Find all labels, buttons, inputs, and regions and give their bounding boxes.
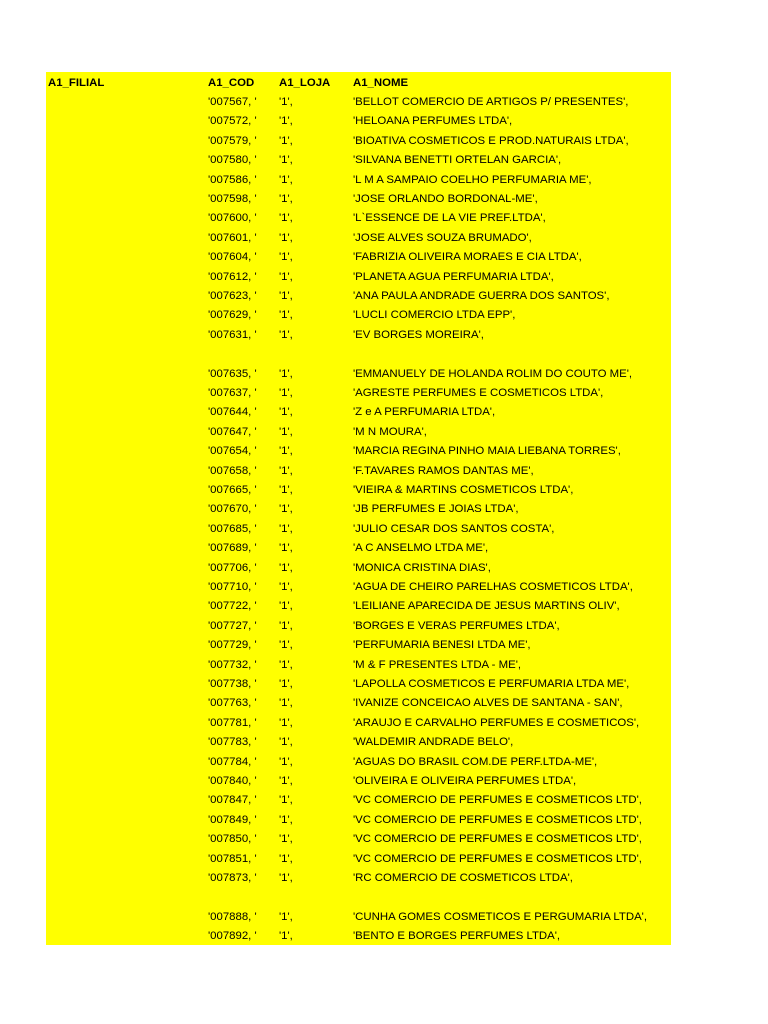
cell-a1-loja: '1', — [279, 794, 293, 807]
table-row — [46, 520, 671, 539]
cell-a1-cod: '007567, ' — [208, 95, 257, 108]
cell-a1-cod: '007604, ' — [208, 251, 257, 264]
cell-a1-loja: '1', — [279, 270, 293, 283]
cell-a1-nome: 'IVANIZE CONCEICAO ALVES DE SANTANA - SAN', — [353, 697, 623, 710]
cell-a1-loja: '1', — [279, 522, 293, 535]
cell-a1-nome: 'SILVANA BENETTI ORTELAN GARCIA', — [353, 154, 562, 167]
cell-a1-nome: 'AGRESTE PERFUMES E COSMETICOS LTDA', — [353, 386, 604, 399]
cell-a1-nome: 'JOSE ALVES SOUZA BRUMADO', — [353, 231, 532, 244]
cell-a1-cod: '007623, ' — [208, 289, 257, 302]
cell-a1-cod: '007600, ' — [208, 212, 257, 225]
header-a1-filial: A1_FILIAL — [48, 76, 105, 89]
cell-a1-nome: 'PERFUMARIA BENESI LTDA ME', — [353, 639, 531, 652]
table-row — [46, 617, 671, 636]
table-row — [46, 636, 671, 655]
header-a1-cod: A1_COD — [208, 76, 255, 89]
cell-a1-cod: '007689, ' — [208, 542, 257, 555]
cell-a1-loja: '1', — [279, 619, 293, 632]
cell-a1-nome: 'ARAUJO E CARVALHO PERFUMES E COSMETICOS', — [353, 716, 640, 729]
table-row — [46, 733, 671, 752]
cell-a1-loja: '1', — [279, 134, 293, 147]
table-row — [46, 791, 671, 810]
table-row — [46, 559, 671, 578]
table-row — [46, 229, 671, 248]
cell-a1-loja: '1', — [279, 464, 293, 477]
table-row — [46, 403, 671, 422]
cell-a1-loja: '1', — [279, 716, 293, 729]
cell-a1-loja: '1', — [279, 736, 293, 749]
cell-a1-loja: '1', — [279, 503, 293, 516]
cell-a1-nome: 'M N MOURA', — [353, 425, 427, 438]
cell-a1-cod: '007873, ' — [208, 871, 257, 884]
table-row — [46, 93, 671, 112]
cell-a1-loja: '1', — [279, 154, 293, 167]
table-row — [46, 171, 671, 190]
cell-a1-cod: '007727, ' — [208, 619, 257, 632]
cell-a1-loja: '1', — [279, 309, 293, 322]
cell-a1-nome: 'CUNHA GOMES COSMETICOS E PERGUMARIA LTDA', — [353, 910, 648, 923]
cell-a1-loja: '1', — [279, 95, 293, 108]
cell-a1-loja: '1', — [279, 192, 293, 205]
cell-a1-nome: 'RC COMERCIO DE COSMETICOS LTDA', — [353, 871, 573, 884]
cell-a1-cod: '007629, ' — [208, 309, 257, 322]
cell-a1-loja: '1', — [279, 445, 293, 458]
cell-a1-nome: 'VC COMERCIO DE PERFUMES E COSMETICOS LTD', — [353, 794, 642, 807]
cell-a1-nome: 'VC COMERCIO DE PERFUMES E COSMETICOS LTD', — [353, 852, 642, 865]
cell-a1-nome: 'AGUA DE CHEIRO PARELHAS COSMETICOS LTDA', — [353, 580, 633, 593]
table-row — [46, 578, 671, 597]
cell-a1-loja: '1', — [279, 561, 293, 574]
table-row — [46, 248, 671, 267]
cell-a1-loja: '1', — [279, 173, 293, 186]
cell-a1-loja: '1', — [279, 774, 293, 787]
cell-a1-cod: '007763, ' — [208, 697, 257, 710]
table-row — [46, 365, 671, 384]
cell-a1-loja: '1', — [279, 677, 293, 690]
cell-a1-nome: 'LUCLI COMERCIO LTDA EPP', — [353, 309, 516, 322]
cell-a1-loja: '1', — [279, 425, 293, 438]
table-row — [46, 132, 671, 151]
cell-a1-cod: '007849, ' — [208, 813, 257, 826]
cell-a1-cod: '007840, ' — [208, 774, 257, 787]
table-row — [46, 597, 671, 616]
table-row — [46, 908, 671, 927]
table-row — [46, 656, 671, 675]
cell-a1-nome: 'FABRIZIA OLIVEIRA MORAES E CIA LTDA', — [353, 251, 582, 264]
table-row — [46, 927, 671, 946]
table-row — [46, 772, 671, 791]
cell-a1-cod: '007647, ' — [208, 425, 257, 438]
table-row — [46, 869, 671, 888]
cell-a1-nome: 'VC COMERCIO DE PERFUMES E COSMETICOS LTD', — [353, 813, 642, 826]
cell-a1-nome: 'PLANETA AGUA PERFUMARIA LTDA', — [353, 270, 554, 283]
cell-a1-nome: 'ANA PAULA ANDRADE GUERRA DOS SANTOS', — [353, 289, 610, 302]
table-row — [46, 811, 671, 830]
cell-a1-cod: '007729, ' — [208, 639, 257, 652]
cell-a1-nome: 'AGUAS DO BRASIL COM.DE PERF.LTDA-ME', — [353, 755, 598, 768]
cell-a1-cod: '007851, ' — [208, 852, 257, 865]
cell-a1-loja: '1', — [279, 328, 293, 341]
cell-a1-loja: '1', — [279, 212, 293, 225]
cell-a1-cod: '007892, ' — [208, 930, 257, 943]
cell-a1-cod: '007685, ' — [208, 522, 257, 535]
cell-a1-cod: '007847, ' — [208, 794, 257, 807]
cell-a1-nome: 'LAPOLLA COSMETICOS E PERFUMARIA LTDA ME', — [353, 677, 630, 690]
cell-a1-cod: '007635, ' — [208, 367, 257, 380]
cell-a1-loja: '1', — [279, 115, 293, 128]
cell-a1-nome: 'JULIO CESAR DOS SANTOS COSTA', — [353, 522, 555, 535]
table-row — [46, 675, 671, 694]
cell-a1-loja: '1', — [279, 600, 293, 613]
cell-a1-nome: 'VIEIRA & MARTINS COSMETICOS LTDA', — [353, 483, 574, 496]
cell-a1-cod: '007580, ' — [208, 154, 257, 167]
cell-a1-loja: '1', — [279, 386, 293, 399]
cell-a1-nome: 'OLIVEIRA E OLIVEIRA PERFUMES LTDA', — [353, 774, 577, 787]
cell-a1-nome: 'BORGES E VERAS PERFUMES LTDA', — [353, 619, 560, 632]
cell-a1-nome: 'JOSE ORLANDO BORDONAL-ME', — [353, 192, 538, 205]
cell-a1-cod: '007706, ' — [208, 561, 257, 574]
table-row — [46, 500, 671, 519]
cell-a1-cod: '007598, ' — [208, 192, 257, 205]
table-row — [46, 287, 671, 306]
cell-a1-nome: 'WALDEMIR ANDRADE BELO', — [353, 736, 514, 749]
table-row — [46, 694, 671, 713]
cell-a1-cod: '007722, ' — [208, 600, 257, 613]
table-row — [46, 442, 671, 461]
table-row — [46, 190, 671, 209]
cell-a1-loja: '1', — [279, 755, 293, 768]
cell-a1-cod: '007781, ' — [208, 716, 257, 729]
spreadsheet-table — [46, 72, 671, 945]
cell-a1-loja: '1', — [279, 639, 293, 652]
cell-a1-nome: 'M & F PRESENTES LTDA - ME', — [353, 658, 522, 671]
cell-a1-loja: '1', — [279, 871, 293, 884]
cell-a1-cod: '007850, ' — [208, 833, 257, 846]
cell-a1-cod: '007586, ' — [208, 173, 257, 186]
cell-a1-cod: '007572, ' — [208, 115, 257, 128]
cell-a1-cod: '007637, ' — [208, 386, 257, 399]
cell-a1-cod: '007784, ' — [208, 755, 257, 768]
table-row — [46, 850, 671, 869]
cell-a1-loja: '1', — [279, 813, 293, 826]
cell-a1-nome: 'BELLOT COMERCIO DE ARTIGOS P/ PRESENTES', — [353, 95, 629, 108]
cell-a1-loja: '1', — [279, 833, 293, 846]
cell-a1-nome: 'Z e A PERFUMARIA LTDA', — [353, 406, 496, 419]
cell-a1-nome: 'A C ANSELMO LTDA ME', — [353, 542, 489, 555]
cell-a1-cod: '007654, ' — [208, 445, 257, 458]
cell-a1-loja: '1', — [279, 910, 293, 923]
cell-a1-loja: '1', — [279, 580, 293, 593]
cell-a1-cod: '007579, ' — [208, 134, 257, 147]
table-row — [46, 268, 671, 287]
cell-a1-loja: '1', — [279, 251, 293, 264]
cell-a1-cod: '007631, ' — [208, 328, 257, 341]
cell-a1-loja: '1', — [279, 542, 293, 555]
cell-a1-nome: 'BENTO E BORGES PERFUMES LTDA', — [353, 930, 561, 943]
table-row — [46, 888, 671, 907]
cell-a1-nome: 'EMMANUELY DE HOLANDA ROLIM DO COUTO ME', — [353, 367, 633, 380]
cell-a1-cod: '007710, ' — [208, 580, 257, 593]
cell-a1-loja: '1', — [279, 483, 293, 496]
cell-a1-cod: '007783, ' — [208, 736, 257, 749]
cell-a1-cod: '007658, ' — [208, 464, 257, 477]
table-row — [46, 714, 671, 733]
cell-a1-nome: 'MONICA CRISTINA DIAS', — [353, 561, 491, 574]
cell-a1-loja: '1', — [279, 658, 293, 671]
table-row — [46, 462, 671, 481]
cell-a1-nome: 'VC COMERCIO DE PERFUMES E COSMETICOS LTD', — [353, 833, 642, 846]
table-row — [46, 306, 671, 325]
cell-a1-loja: '1', — [279, 231, 293, 244]
table-row — [46, 384, 671, 403]
cell-a1-nome: 'EV BORGES MOREIRA', — [353, 328, 484, 341]
table-row — [46, 151, 671, 170]
cell-a1-nome: 'BIOATIVA COSMETICOS E PROD.NATURAIS LTDA', — [353, 134, 629, 147]
header-row — [46, 74, 671, 93]
table-row — [46, 345, 671, 364]
table-row — [46, 753, 671, 772]
table-row — [46, 326, 671, 345]
cell-a1-cod: '007644, ' — [208, 406, 257, 419]
cell-a1-nome: 'LEILIANE APARECIDA DE JESUS MARTINS OLIV', — [353, 600, 620, 613]
table-row — [46, 481, 671, 500]
cell-a1-cod: '007670, ' — [208, 503, 257, 516]
cell-a1-nome: 'JB PERFUMES E JOIAS LTDA', — [353, 503, 519, 516]
cell-a1-cod: '007732, ' — [208, 658, 257, 671]
cell-a1-loja: '1', — [279, 406, 293, 419]
cell-a1-nome: 'L M A SAMPAIO COELHO PERFUMARIA ME', — [353, 173, 592, 186]
cell-a1-nome: 'F.TAVARES RAMOS DANTAS ME', — [353, 464, 534, 477]
table-row — [46, 209, 671, 228]
table-row — [46, 539, 671, 558]
cell-a1-cod: '007665, ' — [208, 483, 257, 496]
cell-a1-loja: '1', — [279, 852, 293, 865]
header-a1-nome: A1_NOME — [353, 76, 409, 89]
cell-a1-nome: 'MARCIA REGINA PINHO MAIA LIEBANA TORRES', — [353, 445, 621, 458]
cell-a1-loja: '1', — [279, 930, 293, 943]
cell-a1-cod: '007888, ' — [208, 910, 257, 923]
cell-a1-nome: 'L`ESSENCE DE LA VIE PREF.LTDA', — [353, 212, 546, 225]
table-row — [46, 830, 671, 849]
cell-a1-loja: '1', — [279, 697, 293, 710]
cell-a1-loja: '1', — [279, 367, 293, 380]
cell-a1-cod: '007612, ' — [208, 270, 257, 283]
table-row — [46, 423, 671, 442]
cell-a1-nome: 'HELOANA PERFUMES LTDA', — [353, 115, 513, 128]
table-row — [46, 112, 671, 131]
cell-a1-cod: '007601, ' — [208, 231, 257, 244]
cell-a1-loja: '1', — [279, 289, 293, 302]
cell-a1-cod: '007738, ' — [208, 677, 257, 690]
header-a1-loja: A1_LOJA — [279, 76, 331, 89]
